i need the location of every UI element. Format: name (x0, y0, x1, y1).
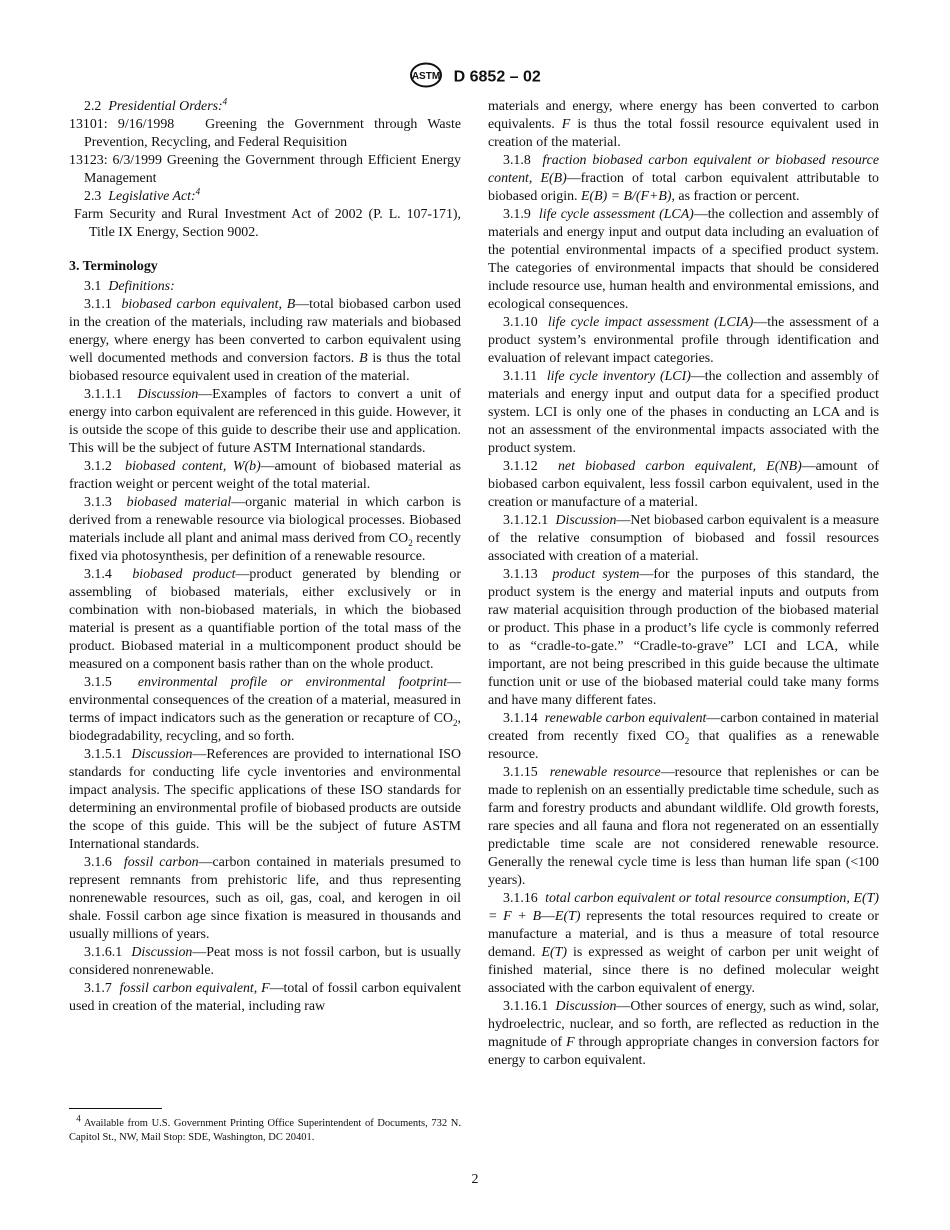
definition-3-1-1-1: 3.1.1.1 Discussion—Examples of factors to convert a unit of energy into carbon equivalent are referenced in this guide. However, it is outside the scope of this guide to describe their use and application. This will be the subject of future ASTM International standards. (69, 387, 461, 456)
section-3-1: 3.1 Definitions: (84, 279, 175, 294)
definition-3-1-12-1: 3.1.12.1 Discussion—Net biobased carbon equivalent is a measure of the relative consumption of biobased and fossil resources associated with creation of a material. (488, 513, 879, 564)
farm-act: Farm Security and Rural Investment Act of 2002 (P. L. 107-171), Title IX Energy, Section 9002. (74, 207, 461, 240)
definition-3-1-8: 3.1.8 fraction biobased carbon equivalent or biobased resource content, E(B)—fraction of total carbon equivalent attributable to biobased origin. E(B) = B/(F+B), as fraction or percent. (488, 153, 879, 204)
section-2-2: 2.2 Presidential Orders:$^4$ (84, 96, 228, 114)
definition-3-1-16-1: 3.1.16.1 Discussion—Other sources of energy, such as wind, solar, hydroelectric, nuclear, and so forth, are reflected as reduction in the magnitude of F through appropriate changes in conversion factors for energy to carbon equivalent. (488, 999, 879, 1068)
definition-3-1-5-1: 3.1.5.1 Discussion—References are provided to international ISO standards for conducting life cycle inventories and environmental impact analysis. The specific applications of these ISO standards for determining an environmental profile of biobased products are outside the scope of this guide. This will be the subject of future ASTM International standards. (69, 747, 461, 852)
page-header (0, 62, 950, 93)
definition-3-1-7-continued: materials and energy, where energy has been converted to carbon equivalents. F is thus the total fossil resource equivalent used in creation of the material. (488, 99, 879, 150)
left-column (69, 98, 461, 1016)
definition-3-1-6: 3.1.6 fossil carbon—carbon contained in materials presumed to represent remnants from prehistoric life, and thus representing nonrenewable resources, such as oil, gas, coal, and kerogen in oil shale. Fossil carbon age since fixation is measured in thousands and usually millions of years. (69, 855, 461, 942)
executive-order-13123: 13123: 6/3/1999 Greening the Government through Efficient Energy Management (69, 153, 461, 186)
definition-3-1-1: 3.1.1 biobased carbon equivalent, B—total biobased carbon used in the creation of the materials, including raw materials and biobased energy, where energy has been converted to carbon equivalent using well documented methods and conversion factors. B is thus the total biobased resource equivalent used in creation of the material. (69, 297, 461, 384)
definition-3-1-3: 3.1.3 biobased material—organic material in which carbon is derived from a renewable resource via biological processes. Biobased materials include all plant and animal mass derived from $CO_2$ recently fixed via photosynthesis, per definition of a renewable resource. (69, 495, 461, 564)
definition-3-1-9: 3.1.9 life cycle assessment (LCA)—the collection and assembly of materials and energy input and output data including an evaluation of the potential environmental impacts of a specified product system. The categories of environmental impacts that should be considered include resource use, human health and environmental emissions, and ecological consequences. (488, 207, 879, 312)
definition-3-1-5: 3.1.5 environmental profile or environmental footprint—environmental consequences of the creation of a material, measured in terms of impact indicators such as the generation or recapture of $CO_2$, biodegradability, recycling, and so forth. (69, 675, 461, 744)
svg-text:ASTM: ASTM (412, 71, 441, 82)
definition-3-1-7: 3.1.7 fossil carbon equivalent, F—total of fossil carbon equivalent used in creation of the material, including raw (69, 981, 461, 1014)
page-number: 2 (471, 1172, 479, 1187)
definition-3-1-16: 3.1.16 total carbon equivalent or total resource consumption, E(T) = F + B—E(T) represents the total resources required to create or manufacture a material, and is thus a measure of total resource demand. E(T) is expressed as weight of carbon per unit weight of finished material, since there is no defined molecular weight associated with the carbon equivalent of energy. (488, 891, 879, 996)
definition-3-1-2: 3.1.2 biobased content, W(b)—amount of biobased material as fraction weight or percent weight of the total material. (69, 459, 461, 492)
definition-3-1-10: 3.1.10 life cycle impact assessment (LCIA)—the assessment of a product system’s environmental profile through identification and evaluation of relevant impact categories. (488, 315, 879, 366)
designation: D 6852 – 02 (453, 68, 541, 86)
definition-3-1-4: 3.1.4 biobased product—product generated by blending or assembling of biobased materials, either exclusively or in combination with non-biobased materials, in which the biobased material is present as a quantifiable portion of the total mass of the product. Biobased material in a multicomponent product should be measured on a component basis rather than on the whole product. (69, 567, 461, 672)
definition-3-1-12: 3.1.12 net biobased carbon equivalent, E(NB)—amount of biobased carbon equivalent, less fossil carbon equivalent, used in the creation or manufacture of a material. (488, 459, 879, 510)
right-column (488, 98, 879, 1070)
section-3-heading: 3. Terminology (69, 259, 158, 274)
section-2-3: 2.3 Legislative Act:$^4$ (84, 186, 201, 204)
definition-3-1-14: 3.1.14 renewable carbon equivalent—carbon contained in material created from recently fixed $CO_2$ that qualifies as a renewable resource. (488, 711, 880, 762)
footnote: $^4$ Available from U.S. Government Printing Office Superintendent of Documents, 732 N. Capitol St., NW, Mail Stop: SDE, Washington, DC 20401. (69, 1113, 462, 1143)
definition-3-1-13: 3.1.13 product system—for the purposes of this standard, the product system is the energy and material inputs and outputs from raw material acquisition through production of the biobased material or product. This phase in a product’s life cycle is commonly referred to as “cradle-to-gate.” “Cradle-to-grave” LCI and LCA, while important, are not being prescribed in this guide because the ultimate function unit or use of the biobased material could take many forms and have many different fates. (488, 567, 879, 708)
definition-3-1-6-1: 3.1.6.1 Discussion—Peat moss is not fossil carbon, but is usually considered nonrenewable. (69, 945, 461, 978)
definition-3-1-15: 3.1.15 renewable resource—resource that replenishes or can be made to replenish on an essentially predictable time schedule, such as farm and forestry products and abundant wildlife. Old growth forests, rare species and all fauna and flora not regenerated on an essentially predictable time scale are not considered renewable resource. Generally the renewal cycle time is less than human life span (<100 years). (488, 765, 879, 888)
astm-logo-icon (409, 62, 443, 93)
definition-3-1-11: 3.1.11 life cycle inventory (LCI)—the collection and assembly of materials and energy input and output data for a specified product system. LCI is only one of the phases in conducting an LCA and is not an assessment of the environmental impacts associated with the product system. (488, 369, 879, 456)
footnote-divider (69, 1108, 162, 1109)
executive-order-13101: 13101: 9/16/1998 Greening the Government through Waste Prevention, Recycling, and Federal Requisition (69, 117, 462, 150)
